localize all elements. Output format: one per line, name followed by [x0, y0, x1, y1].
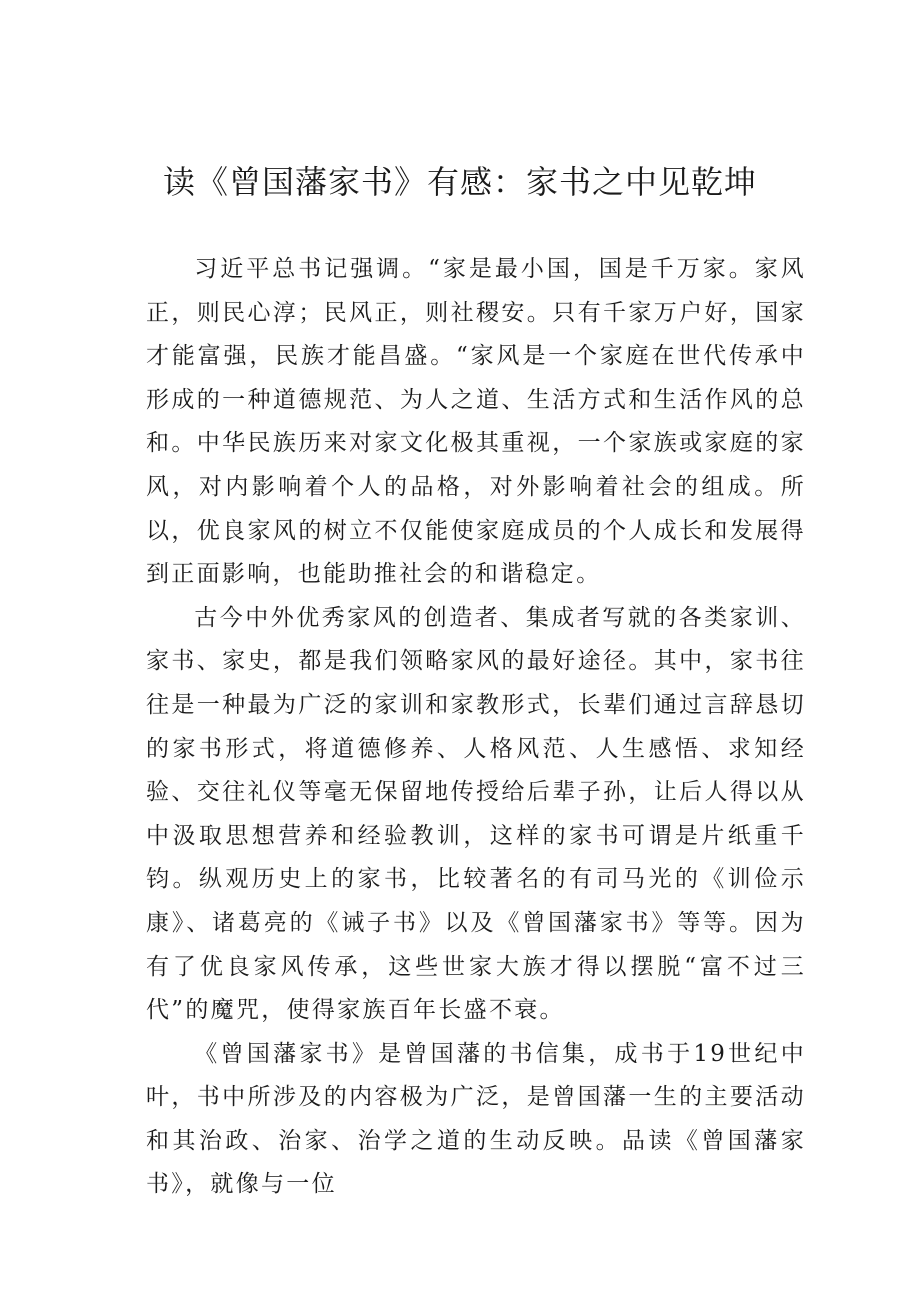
paragraph-1: 习近平总书记强调。“家是最小国，国是千万家。家风正，则民心淳；民风正，则社稷安。只有千家万户好，国家才能富强，民族才能昌盛。“家风是一个家庭在世代传承中形成的一种道德规范、为人之道、生活方式和生活作风的总和。中华民族历来对家文化极其重视，一个家族或家庭的家风，对内影响着个人的品格，对外影响着社会的组成。所以，优良家风的树立不仅能使家庭成员的个人成长和发展得到正面影响，也能助推社会的和谐稳定。	[146, 256, 806, 588]
document-title: 读《曾国藩家书》有感：家书之中见乾坤	[162, 163, 757, 201]
paragraph-2: 古今中外优秀家风的创造者、集成者写就的各类家训、家书、家史，都是我们领略家风的最好途径。其中，家书往往是一种最为广泛的家训和家教形式，长辈们通过言辞恳切的家书形式，将道德修养、人格风范、人生感悟、求知经验、交往礼仪等毫无保留地传授给后辈子孙，让后人得以从中汲取思想营养和经验教训，这样的家书可谓是片纸重千钧。纵观历史上的家书，比较著名的有司马光的《训俭示康》、诸葛亮的《诫子书》以及《曾国藩家书》等等。因为有了优良家风传承，这些世家大族才得以摆脱“富不过三代”的魔咒，使得家族百年长盛不衰。	[146, 604, 806, 1024]
document-body	[146, 248, 806, 1207]
paragraph-3: 《曾国藩家书》是曾国藩的书信集，成书于19世纪中叶，书中所涉及的内容极为广泛，是曾国藩一生的主要活动和其治政、治家、治学之道的生动反映。品读《曾国藩家书》，就像与一位	[146, 1040, 806, 1198]
